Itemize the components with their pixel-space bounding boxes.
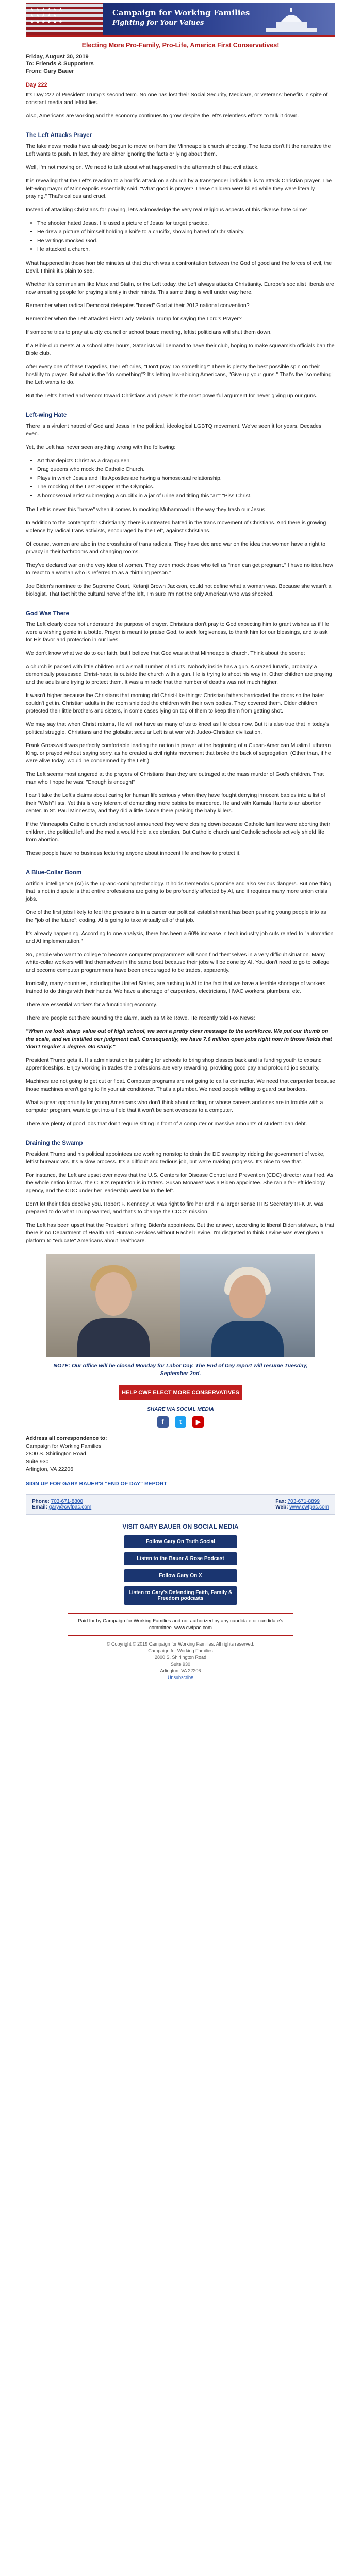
email-container [26, 3, 335, 1681]
paragraph: It's already happening. According to one analysis, there has been a 60% increase in tech industry job cuts related to "automation and AI implementation." [26, 930, 334, 944]
article-photo [46, 1254, 315, 1357]
paragraph: If someone tries to pray at a city council or school board meeting, leftist politicians will shut them down. [26, 329, 272, 335]
phone-link[interactable]: 703-671-8800 [51, 1499, 83, 1504]
list-item: • A homosexual artist submerging a crucifix in a jar of urine and titling this "art" "Piss Christ." [37, 492, 335, 500]
intro-paragraph: Also, Americans are working and the economy continues to grow despite the left's relentless efforts to talk it down. [26, 113, 299, 119]
footer-city: Arlington, VA 22206 [160, 1668, 201, 1673]
unsubscribe-link[interactable]: Unsubscribe [167, 1675, 194, 1680]
paragraph: There are plenty of good jobs that don't require sitting in front of a computer or massive amounts of student loan debt. [26, 1121, 307, 1127]
share-buttons [26, 1416, 335, 1428]
email-to: To: Friends & Supporters [26, 61, 94, 67]
office-closed-note: NOTE: Our office will be closed Monday for Labor Day. The End of Day report will resume Tuesday, September 2nd. [53, 1363, 308, 1377]
follow-x-button[interactable]: Follow Gary On X [124, 1569, 237, 1582]
paragraph: For instance, the Left are upset over news that the U.S. Centers for Disease Control and Prevention (CDC) director was fired. As the whole nation knows, the CDC's reputation is in tatters. Susan Monarez was a Biden appointee. She ran a far-left ideology agency, and the CDC under her leadership went far to the left. [26, 1172, 334, 1194]
fax-link[interactable]: 703-671-8899 [287, 1499, 320, 1504]
paragraph: There is a virulent hatred of God and Jesus in the political, ideological LGBTQ movement. We've seen it for years. Decades even. [26, 423, 322, 437]
logo [112, 8, 250, 27]
paragraph: They've declared war on the very idea of women. They even mock those who tell us "men can get pregnant." I have no idea how to react to a woman who is referred to as a "birthing person." [26, 562, 333, 576]
list-item: • Plays in which Jesus and His Apostles are having a homosexual relationship. [37, 474, 335, 482]
section-heading: God Was There [26, 611, 69, 617]
paragraph: It is revealing that the Left's reaction to a horrific attack on a church by a transgender individual is to attack Christian prayer. The left-wing mayor of Minneapolis essentially said, "What good is prayer? These children were killed while they were literally praying." That's callous and cruel. [26, 178, 332, 199]
capitol-dome-icon [263, 7, 320, 33]
defending-faith-podcast-button[interactable]: Listen to Gary's Defending Faith, Family & Freedom podcasts [124, 1586, 237, 1605]
paragraph: Whether it's communism like Marx and Stalin, or the Left today, the Left always attacks Christianity. Europe's socialist liberals are now arresting people for praying silently in their minds. This same thing is well under way here. [26, 281, 334, 295]
signup-link[interactable]: SIGN UP FOR GARY BAUER'S "END OF DAY" REPORT [26, 1481, 167, 1487]
section-blue-collar-boom [26, 870, 335, 1128]
address-line-2: Suite 930 [26, 1459, 49, 1465]
facebook-icon[interactable]: f [157, 1416, 169, 1428]
email-link[interactable]: gary@cwfpac.com [48, 1504, 92, 1510]
quote: "When we look sharp value out of high school, we sent a pretty clear message to the workforce. We put our thumb on the scale, and we instilled our judgment call. Consequently, we have 7.6 million open jobs right now in those fields that 'don't require' a degree. Go study." [26, 1028, 332, 1050]
paragraph: Ironically, many countries, including the United States, are rushing to AI to the fact that we have a terrible shortage of workers trained to do things with their hands. We have a shortage of carpenters, electricians, HVAC workers, plumbers, etc. [26, 980, 326, 994]
follow-truth-social-button[interactable]: Follow Gary On Truth Social [124, 1535, 237, 1548]
flag-stars: ★★★★★★ ★★★★★ ★★★★★★ [30, 7, 64, 24]
list-item: • The mocking of the Last Supper at the Olympics. [37, 483, 335, 491]
photo-figure-left [77, 1318, 150, 1357]
contact-left [32, 1499, 91, 1510]
paragraph: Of course, women are also in the crosshairs of trans radicals. They have declared war on the idea that women have a right to privacy in their bathrooms and changing rooms. [26, 541, 326, 555]
section-heading: Draining the Swamp [26, 1140, 83, 1146]
web-label: Web: [275, 1504, 288, 1510]
section-draining-the-swamp [26, 1140, 335, 1245]
paragraph: Remember when radical Democrat delegates "booed" God at their 2012 national convention? [26, 302, 250, 309]
paragraph: We may say that when Christ returns, He will not have as many of us to kneel as He does now. But it is also true that in today's political struggle, Christians and the globalist secular Left is at war with Judeo-Christian civilization. [26, 721, 330, 735]
header-banner [26, 3, 335, 37]
paragraph: There are essential workers for a functioning economy. [26, 1002, 157, 1008]
list-item: • He drew a picture of himself holding a knife to a crucifix, showing hatred of Christianity. [37, 228, 335, 236]
paragraph: The fake news media have already begun to move on from the Minneapolis church shooting. The facts don't fit the narrative the Left wants to push. In fact, they are either ignoring the facts or lying about them. [26, 143, 331, 157]
section-heading: A Blue-Collar Boom [26, 870, 82, 876]
tagline: Electing More Pro-Family, Pro-Life, America First Conservatives! [81, 42, 280, 49]
logo-line-2: Fighting for Your Values [112, 19, 204, 27]
photo-figure-right-face [229, 1275, 266, 1318]
logo-line-1: Campaign for Working Families [112, 8, 250, 18]
paragraph: Remember when the Left attacked First Lady Melania Trump for saying the Lord's Prayer? [26, 316, 242, 322]
paragraph: In addition to the contempt for Christianity, there is untreated hatred in the trans movement of Christians. And there is growing violence by radical trans activists, encouraged by the Left, against Christians. [26, 520, 326, 534]
paragraph: One of the first jobs likely to feel the pressure is in a career our political establishment has been pushing young people into as the "job of the future": coding. AI is going to take virtually all of that job. [26, 909, 326, 923]
section-left-wing-hate [26, 412, 335, 598]
paragraph: What happened in those horrible minutes at that church was a confrontation between the God of good and the forces of evil, the Devil. I think it's plain to see. [26, 260, 332, 274]
paragraph: The Left clearly does not understand the purpose of prayer. Christians don't pray to God expecting him to grant wishes as if He were a wishing genie in a bottle. Prayer is meant to praise God, to seek forgiveness, to thank him for our blessings, and to ask for His favor and protection in our lives. [26, 621, 329, 643]
web-link[interactable]: www.cwfpac.com [289, 1504, 329, 1510]
intro-paragraph: It's Day 222 of President Trump's second term. No one has lost their Social Security, Medicare, or veterans' benefits in spite of constant media and leftist lies. [26, 92, 328, 106]
paragraph: President Trump and his political appointees are working nonstop to drain the DC swamp by ridding the government of woke, leftist bureaucrats. It's a slow process. It's a difficult and tedious job, but we're making progress. It's nice to see that. [26, 1151, 325, 1165]
list-item: • Art that depicts Christ as a drag queen. [37, 457, 335, 465]
list-item: • Drag queens who mock the Catholic Church. [37, 466, 335, 473]
contact-right [275, 1499, 329, 1510]
bullet-list [26, 457, 335, 500]
paragraph: So, people who want to college to become computer programmers will soon find themselves in a very difficult situation. Many white-collar workers will find themselves in the same boat because their jobs will be done by AI. You don't need to go to college and become computer programmers have been encouraged to be trades, apparently. [26, 952, 330, 973]
paragraph: We don't know what we do to our faith, but I believe that God was at that Minneapolis church. Think about the scene: [26, 650, 305, 656]
paragraph: But the Left's hatred and venom toward Christians and prayer is the most powerful argument for never giving up our guns. [26, 393, 318, 399]
paragraph: After every one of these tragedies, the Left cries, "Don't pray. Do something!" There is plenty the best possible spin on their hostility to prayer. But what is the "do something"? It's letting law-abiding Americans, "Give up your guns." That's the "something" the Left wants to do. [26, 364, 334, 385]
photo-figure-right [211, 1321, 284, 1357]
paragraph: Well, I'm not moving on. We need to talk about what happened in the aftermath of that evil attack. [26, 164, 259, 171]
footer-address-1: 2800 S. Shirlington Road [154, 1655, 207, 1660]
list-item: • He writings mocked God. [37, 237, 335, 245]
paragraph: Artificial intelligence (AI) is the up-and-coming technology. It holds tremendous promise and also serious dangers. But one thing that is not in dispute is that entire professions are going to be profoundly affected by AI, and it requires many more union crisis jobs. [26, 880, 332, 902]
footer-copyright: © Copyright © 2019 Campaign for Working Families. All rights reserved. [106, 1641, 255, 1647]
footer [26, 1641, 335, 1681]
paragraph: Don't let their titles deceive you. Robert F. Kennedy Jr. was right to fire her and in a larger sense HHS Secretary RFK Jr. was prepared to do what Trump wanted, and that's to change the CDC's mission. [26, 1201, 324, 1215]
section-god-was-there [26, 611, 335, 857]
paragraph: Instead of attacking Christians for praying, let's acknowledge the very real religious aspects of this diverse hate crime: [26, 207, 307, 213]
email-label: Email: [32, 1504, 48, 1510]
paragraph: I can't take the Left's claims about caring for human life seriously when they have fought denying innocent babies into a list of their "Wish" lists. Yet this is very tolerant of demanding more babies be murdered. He and with Kamala Harris to an abortion center. In St. Paul Minnesota, and they did a little dance there praising the baby killers. [26, 792, 325, 814]
twitter-icon[interactable]: t [175, 1416, 186, 1428]
paragraph: A church is packed with little children and a small number of adults. Nobody inside has a gun. A crazed lunatic, probably a demonically possessed Christ-hater, is outside the church with a gun. He is trying to shoot his way in. Other children are praying and the adults are trying to protect them. It was a miracle that the number of deaths was not much higher. [26, 664, 332, 685]
paragraph: The Left seems most angered at the prayers of Christians than they are outraged at the mass murder of God's children. That man who I hope he was: "Enough is enough!" [26, 771, 324, 785]
address-line-1: 2800 S. Shirlington Road [26, 1451, 86, 1457]
paragraph: Machines are not going to get cut or float. Computer programs are not going to call a contractor. We need that carpenter because those machines aren't going to fix your air conditioner. That's a plumber. We need people willing to guard our borders. [26, 1078, 335, 1092]
paragraph: Frank Grosswald was perfectly comfortable leading the nation in prayer at the beginning of a Cuban-American Muslim Lutheran King. or prayed without saying sorry, as he created a civil rights movement that broke the back of segregation. (Other than, if he were alive today, would he condemned by the Left.) [26, 742, 331, 764]
paid-for-disclaimer: Paid for by Campaign for Working Families and not authorized by any candidate or candidate's committee. www.cwfpac.com [68, 1613, 293, 1636]
fax-label: Fax: [275, 1499, 286, 1504]
phone-label: Phone: [32, 1499, 50, 1504]
bauer-rose-podcast-button[interactable]: Listen to the Bauer & Rose Podcast [124, 1552, 237, 1565]
address-org: Campaign for Working Families [26, 1443, 102, 1449]
address-city: Arlington, VA 22206 [26, 1466, 74, 1472]
address-label: Address all correspondence to: [26, 1435, 107, 1442]
photo-figure-left-face [95, 1272, 132, 1316]
paragraph: It wasn't higher because the Christians that morning did Christ-like things: Christian fathers barricaded the doors so the hater couldn't get in. Christian adults in the room shielded the children with their own bodies. They covered them. Older children protected their little brothers and sisters, in some cases lying on top of them to keep them from getting shot. [26, 692, 324, 714]
paragraph: Yet, the Left has never seen anything wrong with the following: [26, 444, 176, 450]
visit-social-heading: VISIT GARY BAUER ON SOCIAL MEDIA [122, 1523, 239, 1530]
paragraph: These people have no business lecturing anyone about innocent life and how to protect it. [26, 850, 241, 856]
section-heading: The Left Attacks Prayer [26, 132, 92, 139]
section-left-attacks-prayer [26, 132, 335, 400]
list-item: • The shooter hated Jesus. He used a picture of Jesus for target practice. [37, 219, 335, 227]
day-heading: Day 222 [26, 82, 47, 88]
share-label: SHARE VIA SOCIAL MEDIA [147, 1406, 214, 1412]
email-from: From: Gary Bauer [26, 68, 74, 74]
paragraph: There are people out there sounding the alarm, such as Mike Rowe. He recently told Fox News: [26, 1015, 255, 1021]
paragraph: Joe Biden's nominee to the Supreme Court, Ketanji Brown Jackson, could not define what a woman was. Because she wasn't a biologist. That fact hit the cultural nerve of the left, I'm sure I'm not the only American who was shocked. [26, 583, 332, 597]
paragraph: President Trump gets it. His administration is pushing for schools to bring shop classes back and is funding youth to expand apprenticeships. Enjoy working in trades the professions are very rewarding, providing good pay and profound job security. [26, 1057, 322, 1071]
email-date: Friday, August 30, 2019 [26, 54, 89, 60]
paragraph: The Left is never this "brave" when it comes to mocking Muhammad in the way they trash our Jesus. [26, 506, 267, 513]
paragraph: The Left has been upset that the President is firing Biden's appointees. But the answer, according to liberal Biden stalwart, is that there is no Department of Health and Human Services without Rachel Levine. I'm disgusted to think Levine was ever given a platform to "educate" Americans about healthcare. [26, 1222, 334, 1244]
bullet-list [26, 219, 335, 253]
donate-button[interactable]: HELP CWF ELECT MORE CONSERVATIVES [119, 1385, 242, 1400]
list-item: • He attacked a church. [37, 246, 335, 253]
footer-address-2: Suite 930 [170, 1662, 191, 1667]
footer-org: Campaign for Working Families [148, 1648, 213, 1653]
youtube-icon[interactable]: ▶ [192, 1416, 204, 1428]
contact-bar [26, 1494, 335, 1515]
mailing-address [26, 1435, 335, 1473]
email-meta [26, 53, 335, 75]
paragraph: What a great opportunity for young Americans who don't think about coding, or whose careers and ones are in trouble with a computer program, want to get into a field that it won't be sent overseas to a computer. [26, 1099, 323, 1113]
paragraph: If a Bible club meets at a school after hours, Satanists will demand to have their club, hoping to make squeamish officials ban the Bible club. [26, 343, 335, 357]
section-heading: Left-wing Hate [26, 412, 67, 418]
paragraph: If the Minneapolis Catholic church and school announced they were closing down because Catholic families were aborting their children, the political left and the media would hold a celebration. But Catholic church and Catholic schools actively shield life from abortion. [26, 821, 331, 843]
